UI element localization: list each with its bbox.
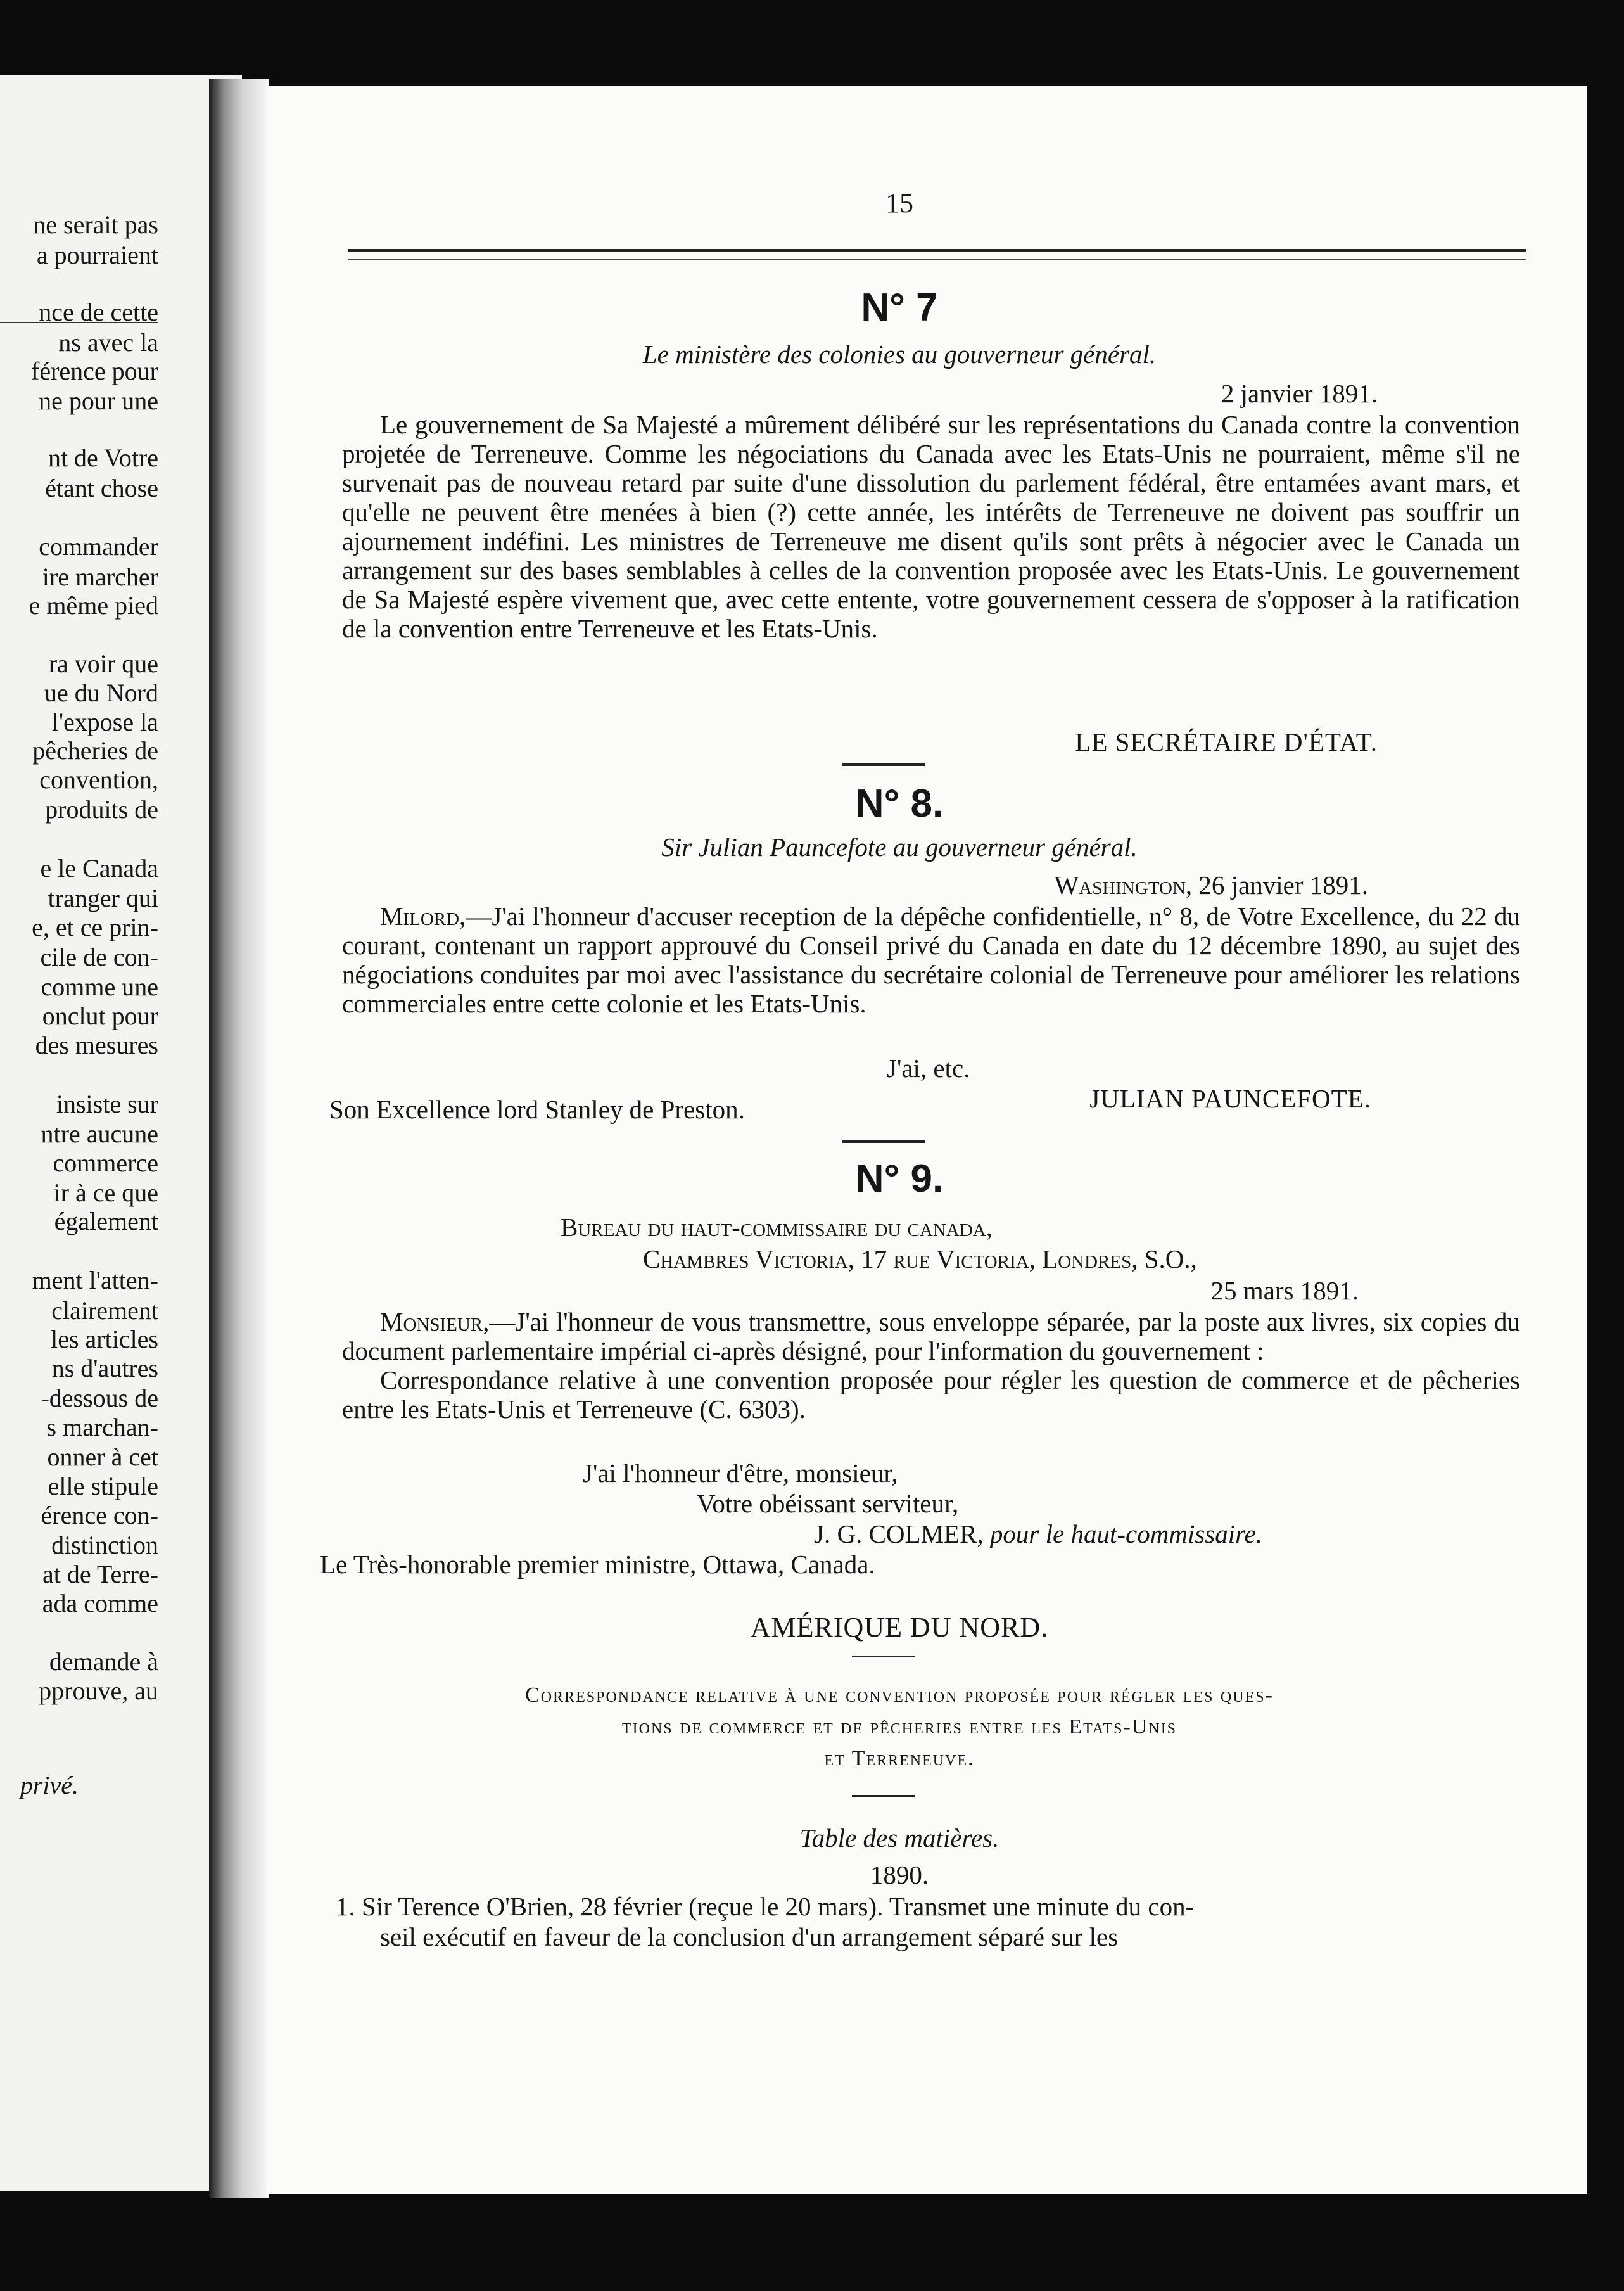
left-page-line: e même pied [29, 591, 158, 620]
left-page-line: ue du Nord [44, 679, 158, 707]
left-page-line: pprouve, au [39, 1676, 158, 1705]
left-page-line: produits de [45, 795, 158, 824]
left-page-line: étant chose [45, 474, 158, 502]
toc-entry-1-continuation: seil exécutif en faveur de la conclusion d'un arrangement séparé sur les [380, 1922, 1119, 1951]
left-page-line: privé. [20, 1771, 79, 1799]
doc7-paragraph: Le gouvernement de Sa Majesté a mûrement délibéré sur les représentations du Canada contre la convention projetée de Terreneuve. Comme les négociations du Canada avec les Etats-Unis ne pourraient, même s'il ne survenait pas de nouveau retard par suite d'une dissolution du parlement fédéral, être entamées avant mars, et qu'elle ne peuvent être menées à bien (?) cette année, les intérêts de Terreneuve ne doivent pas souffrir un ajournement indéfini. Les ministres de Terreneuve me disent qu'ils sont prêts à négocier avec le Canada un arrangement sur des bases semblables à celles de la convention proposée avec les Etats-Unis. Le gouvernement de Sa Majesté espère vivement que, avec cette entente, votre gouvernement cessera de s'opposer à la ratification de la convention entre Terreneuve et les Etats-Unis. [342, 410, 1520, 643]
doc9-paragraph [342, 1307, 1520, 1365]
doc9-signer-line [814, 1519, 1262, 1549]
page-number: 15 [885, 188, 913, 219]
left-page-line: e, et ce prin- [32, 913, 158, 941]
doc7-subtitle: Le ministère des colonies au gouverneur général. [642, 340, 1157, 369]
doc9-office: Bureau du haut-commissaire du canada, [561, 1213, 993, 1242]
toc-entry-1 [336, 1891, 1520, 1952]
doc8-signature: JULIAN PAUNCEFOTE. [1089, 1084, 1371, 1113]
left-page-line: e le Canada [40, 854, 158, 883]
toc-year: 1890. [870, 1860, 929, 1889]
doc8-paragraph [342, 902, 1520, 1018]
doc8-number: N° 8. [855, 782, 944, 826]
left-page-fragment [0, 75, 242, 2191]
left-page-line: pêcheries de [32, 736, 158, 765]
left-page-line: ne pour une [39, 386, 158, 415]
doc9-text: —J'ai l'honneur de vous transmettre, sous enveloppe séparée, par la poste aux livres, six copies du document parlementaire impérial ci-après désigné, pour l'information du gouvernement : [342, 1307, 1520, 1365]
doc8-place: Washington, [1054, 871, 1193, 900]
doc9-body [342, 1307, 1520, 1424]
doc9-quoted-title: Correspondance relative à une convention proposée pour régler les question de commerce et de pêcheries entre les Etats-Unis et Terreneuve (C. 6303). [342, 1365, 1520, 1424]
doc8-date: 26 janvier 1891. [1198, 871, 1368, 900]
doc7-signature: LE SECRÉTAIRE D'ÉTAT. [1075, 727, 1378, 756]
doc9-addressee: Le Très-honorable premier ministre, Ottawa, Canada. [320, 1550, 875, 1579]
left-page-line: clairement [51, 1296, 158, 1325]
doc8-salutation: Milord, [380, 902, 466, 931]
left-page-line: demande à [49, 1647, 158, 1676]
doc7-separator [842, 763, 925, 766]
section-separator [852, 1656, 915, 1657]
doc9-date: 25 mars 1891. [1210, 1276, 1359, 1305]
section-heading-line-1: Correspondance relative à une convention proposée pour régler les ques- [525, 1683, 1274, 1707]
left-page-line: férence pour [31, 357, 158, 385]
left-page-line: comme une [41, 973, 158, 1001]
doc8-place-date [1055, 870, 1368, 900]
doc7-number: N° 7 [861, 286, 938, 329]
book-gutter [209, 79, 269, 2198]
doc8-closing: J'ai, etc. [887, 1054, 970, 1083]
left-page-line: commerce [53, 1149, 158, 1177]
left-page-line: convention, [39, 765, 158, 794]
left-page-line: ns d'autres [51, 1354, 158, 1382]
left-page-line: onclut pour [42, 1002, 158, 1030]
toc-entry-1-first-line: 1. Sir Terence O'Brien, 28 février (reçue le 20 mars). Transmet une minute du con- [336, 1892, 1195, 1921]
left-page-line: ne serait pas [33, 210, 158, 239]
left-page-line: nce de cette [39, 298, 158, 326]
doc8-text: —J'ai l'honneur d'accuser reception de la dépêche confidentielle, n° 8, de Votre Excellence, du 22 du courant, contenant un rapport approuvé du Conseil privé du Canada en date du 12 décembre 1890, au sujet des négociations conduites par moi avec l'assistance du secrétaire colonial de Terreneuve pour améliorer les relations commerciales entre cette colonie et les Etats-Unis. [342, 902, 1520, 1018]
doc9-salutation: Monsieur, [380, 1307, 490, 1336]
left-page-line: également [54, 1207, 158, 1235]
right-page [266, 86, 1587, 2194]
left-page-line: ment l'atten- [32, 1266, 158, 1294]
doc8-addressee: Son Excellence lord Stanley de Preston. [329, 1095, 745, 1124]
section-heading-line-2: tions de commerce et de pêcheries entre les Etats-Unis [621, 1715, 1177, 1739]
left-page-line: insiste sur [56, 1090, 158, 1118]
left-page-line: commander [39, 532, 158, 561]
section-heading-line-3: et Terreneuve. [824, 1747, 975, 1770]
left-page-line: at de Terre- [42, 1560, 158, 1588]
header-rule [348, 249, 1526, 260]
doc9-closing-1: J'ai l'honneur d'être, monsieur, [583, 1458, 898, 1488]
doc9-number: N° 9. [855, 1157, 944, 1201]
left-page-line: ire marcher [42, 563, 158, 591]
doc7-date: 2 janvier 1891. [1221, 379, 1378, 408]
toc-separator [852, 1795, 915, 1797]
toc-title: Table des matières. [799, 1823, 999, 1853]
left-page-line: ada comme [42, 1589, 158, 1618]
left-page-line: tranger qui [48, 884, 158, 912]
left-page-line: érence con- [41, 1501, 158, 1529]
doc9-signer: J. G. COLMER, [814, 1519, 984, 1548]
left-page-line: elle stipule [48, 1472, 158, 1500]
left-page-line: nt de Votre [48, 444, 158, 472]
left-page-line: -dessous de [41, 1384, 158, 1412]
left-page-line: ntre aucune [41, 1120, 158, 1148]
doc7-body [342, 410, 1520, 643]
doc9-signer-role: pour le haut-commissaire. [989, 1519, 1263, 1548]
doc9-closing-2: Votre obéissant serviteur, [697, 1489, 959, 1518]
doc9-address: Chambres Victoria, 17 rue Victoria, Londres, S.O., [643, 1244, 1197, 1273]
left-page-line: distinction [51, 1531, 158, 1559]
left-page-line: a pourraient [36, 241, 158, 269]
left-page-line: les articles [51, 1325, 158, 1353]
left-page-line: ra voir que [48, 649, 158, 678]
doc8-separator [842, 1140, 925, 1143]
left-page-line: des mesures [35, 1031, 158, 1059]
left-page-line: ir à ce que [53, 1178, 158, 1207]
left-page-line: ns avec la [58, 328, 158, 357]
left-page-line: cile de con- [40, 943, 158, 971]
section-title: AMÉRIQUE DU NORD. [750, 1612, 1049, 1643]
doc8-body [342, 902, 1520, 1018]
doc8-subtitle: Sir Julian Pauncefote au gouverneur général. [661, 833, 1138, 862]
left-page-line: s marchan- [46, 1413, 158, 1441]
left-page-line: onner à cet [47, 1443, 158, 1471]
left-page-line: l'expose la [51, 708, 158, 736]
